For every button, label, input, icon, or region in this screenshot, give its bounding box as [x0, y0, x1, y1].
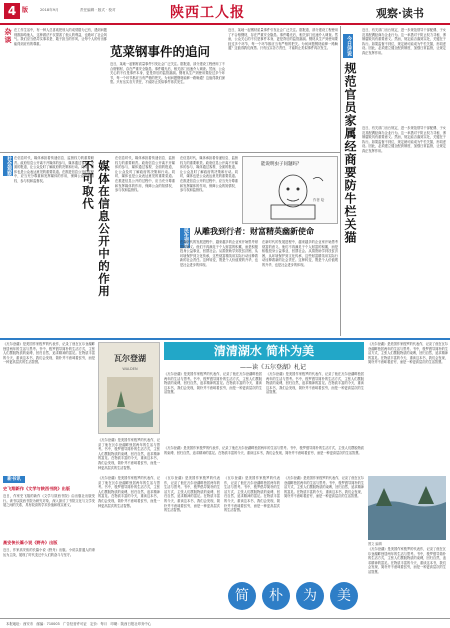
column-label: 杂谈 [4, 28, 13, 44]
page-footer [0, 618, 450, 628]
media-body-1: 在信息时代，媒体承担着传递信息、监督权力的重要职责。政府信息公开离不开媒体的参与，媒体通过客观、全面的报道，让公众及时了解政府的决策和行动。同时，媒体也是公众表达意见的重要渠道。在推进信息公开的过程中，应当充分尊重和发挥媒体的作用，保障公众的知情权、参与权和监督权。 [14, 156, 94, 183]
header-divider [0, 23, 450, 25]
motif-char-4: 美 [330, 582, 358, 610]
motif-char-2: 朴 [262, 582, 290, 610]
book-body-3: 《瓦尔登湖》是美国作家梭罗的代表作，记录了他在瓦尔登湖畔独居两年的生活与思考。书中，梭罗倡导简朴的生活方式，主张人们摆脱物质的束缚，回归自然，追求精神的富足。在物质丰富的今天，重读这本书，我们会发现，简朴并不意味着贫穷，而是一种更高层次的生活智慧。 [368, 342, 448, 365]
media-body-2: 在信息时代，媒体承担着传递信息、监督权力的重要职责。政府信息公开离不开媒体的参与，媒体通过客观、全面的报道，让公众及时了解政府的决策和行动。同时，媒体也是公众表达意见的重要渠道。在推进信息公开的过程中，应当充分尊重和发挥媒体的作用，保障公众的知情权、参与权和监督权。 [115, 156, 175, 193]
social-tag: 社会观察 [3, 156, 13, 176]
book-body-4: 《瓦尔登湖》是美国作家梭罗的代表作，记录了他在瓦尔登湖畔独居两年的生活与思考。书中，梭罗倡导简朴的生活方式，主张人们摆脱物质的束缚，回归自然，追求精神的富足。在物质丰富的今天，重读这本书，我们会发现，简朴并不意味着贫穷，而是一种更高层次的生活智慧。 [164, 446, 364, 455]
lower-body-1: 《瓦尔登湖》是美国作家梭罗的代表作，记录了他在瓦尔登湖畔独居两年的生活与思考。书中，梭罗倡导简朴的生活方式，主张人们摆脱物质的束缚，回归自然，追求精神的富足。在物质丰富的今天，重读这本书，我们会发现，简朴并不意味着贫穷，而是一种更高层次的生活智慧。 [98, 476, 160, 508]
section-title: 观察·读书 [376, 7, 424, 20]
new-book-2-body: 近日，作家高安侠的长篇小说《野舟》出版。小说以普通人的命运为主线，展现了时代变迁中人们的奋斗与坚守。 [3, 548, 95, 557]
horizontal-divider [0, 152, 340, 153]
steel-headline: 苋菜钢事件的追问 [110, 44, 211, 59]
new-book-2-title: 高安侠长篇小说《野舟》出版 [3, 540, 58, 545]
photo-credit: 图文 编辑 [368, 542, 382, 546]
wealth-body-2: 在新时代的发展进程中，越来越多的企业家开始思考财富的意义。他们不再满足于个人财富的积累，而是积极投身公益事业，回馈社会。从捐资助学到扶贫济困，从环境保护到文化传承，这些财富精英用实际行动诠释着新的社会责任。这种转变，既是个人价值观的升华，也是社会进步的体现。 [262, 240, 338, 267]
cartoon-drawing-icon [253, 169, 329, 221]
wealth-headline: 从雕我到行者：财富精英幽新使命 [194, 226, 314, 236]
book-body-2: 《瓦尔登湖》是美国作家梭罗的代表作，记录了他在瓦尔登湖畔独居两年的生活与思考。书中，梭罗倡导简朴的生活方式，主张人们摆脱物质的束缚，回归自然，追求精神的富足。在物质丰富的今天，重读这本书，我们会发现，简朴并不意味着贫穷，而是一种更高层次的生活智慧。 [266, 372, 364, 395]
simplicity-motif [224, 580, 364, 616]
media-body-3: 在信息时代，媒体承担着传递信息、监督权力的重要职责。政府信息公开离不开媒体的参与，媒体通过客观、全面的报道，让公众及时了解政府的决策和行动。同时，媒体也是公众表达意见的重要渠道。在推进信息公开的过程中，应当充分尊重和发挥媒体的作用，保障公众的知情权、参与权和监督权。 [180, 156, 238, 193]
official-body-1: 近日，有关部门出台规定，进一步规范领导干部配偶、子女及其配偶经商办企业行为。这一举措对于防止权力寻租、遏制腐败具有重要意义。然而，规定能否落到实处，关键在于执行。如果监督不到位，规定就可能成为牛栏关猫，形同虚设。因此，必须建立健全配套制度，加强日常监督，让规定真正发挥作用。 [362, 28, 446, 55]
book-banner-sub: ——读《五尔登湖》札记 [240, 364, 307, 371]
vertical-divider [340, 26, 341, 336]
right-lower-body: 《瓦尔登湖》是美国作家梭罗的代表作，记录了他在瓦尔登湖畔独居两年的生活与思考。书中，梭罗倡导简朴的生活方式，主张人们摆脱物质的束缚，回归自然，追求精神的富足。在物质丰富的今天，重读这本书，我们会发现，简朴并不意味着贫穷，而是一种更高层次的生活智慧。 [368, 547, 446, 574]
footer-text: 本报地址：西安市 邮编：710003 广告经营许可证 定价：每月 印刷：陕西日报社印务中心 [6, 622, 152, 626]
lake-photo-icon [368, 476, 446, 540]
lower-body-3: 《瓦尔登湖》是美国作家梭罗的代表作，记录了他在瓦尔登湖畔独居两年的生活与思考。书中，梭罗倡导简朴的生活方式，主张人们摆脱物质的束缚，回归自然，追求精神的富足。在物质丰富的今天，重读这本书，我们会发现，简朴并不意味着贫穷，而是一种更高层次的生活智慧。 [224, 476, 280, 513]
media-headline: 媒体在信息公开中的作用不可取代 [81, 160, 111, 298]
right-photo [368, 476, 446, 540]
book-caption: 《瓦尔登湖》是美国作家梭罗的代表作，记录了他在瓦尔登湖畔独居两年的生活与思考。书中，梭罗倡导简朴的生活方式，主张人们摆脱物质的束缚，回归自然，追求精神的富足。在物质丰富的今天，重读这本书，我们会发现，简朴并不意味着贫穷，而是一种更高层次的生活智慧。 [98, 438, 160, 470]
page-header [0, 0, 450, 24]
book-body-1: 《瓦尔登湖》是美国作家梭罗的代表作，记录了他在瓦尔登湖畔独居两年的生活与思考。书中，梭罗倡导简朴的生活方式，主张人们摆脱物质的束缚，回归自然，追求精神的富足。在物质丰富的今天，重读这本书，我们会发现，简朴并不意味着贫穷，而是一种更高层次的生活智慧。 [164, 372, 262, 395]
book-divider [0, 338, 450, 340]
page-number: 4 [4, 3, 20, 19]
motif-char-3: 为 [296, 582, 324, 610]
official-body-2: 近日，有关部门出台规定，进一步规范领导干部配偶、子女及其配偶经商办企业行为。这一举措对于防止权力寻租、遏制腐败具有重要意义。然而，规定能否落到实处，关键在于执行。如果监督不到位，规定就可能成为牛栏关猫，形同虚设。因此，必须建立健全配套制度，加强日常监督，让规定真正发挥作用。 [362, 126, 446, 153]
official-headline: 规范官员家属经商要防牛栏关猫 [343, 62, 357, 244]
left-top-body: 在工作生活中，有一种人总喜欢把别人的成绩据为己有，遇到问题则推卸给他人，这种做法不仅损害了他人的利益，也败坏了社会风气。我们应当倡导实事求是、敢于担当的作风，让每个人的付出都能得到应有的尊重。 [14, 28, 107, 46]
cartoon-credit: 作者 绘 [313, 198, 325, 202]
page-number-suffix: 版 [22, 7, 29, 14]
column-label-box [3, 28, 13, 58]
lower-body-2: 《瓦尔登湖》是美国作家梭罗的代表作，记录了他在瓦尔登湖畔独居两年的生活与思考。书中，梭罗倡导简朴的生活方式，主张人们摆脱物质的束缚，回归自然，追求精神的富足。在物质丰富的今天，重读这本书，我们会发现，简朴并不意味着贫穷，而是一种更高层次的生活智慧。 [164, 476, 220, 513]
book-cover [98, 342, 160, 434]
new-book-1-title: 史飞翔新作《文学与陕西书院》出版 [3, 486, 71, 491]
editor-line: 责任编辑 · 版式 · 校对 [80, 8, 116, 12]
book-cover-art-icon [107, 377, 153, 427]
book-intro: 《瓦尔登湖》是美国作家梭罗的代表作，记录了他在瓦尔登湖畔独居两年的生活与思考。书中，梭罗倡导简朴的生活方式，主张人们摆脱物质的束缚，回归自然，追求精神的富足。在物质丰富的今天，重读这本书，我们会发现，简朴并不意味着贫穷，而是一种更高层次的生活智慧。 [3, 342, 95, 365]
commentary-tag: 今日评说 [343, 34, 353, 58]
steel-body-2: 近日，某地一起钢材质量事件引发社会广泛关注。据报道，部分建设工程使用了不合格钢材，存在严重安全隐患。事件曝光后，相关部门迅速介入调查。然而，公众关心的不仅是事件本身，更是背后的监管漏洞。钢材从生产到使用要经过多个环节，每一个环节都应当有严格的把关。为何问题钢材能够一路畅通？这值得我们深思。只有压实各方责任，才能防止类似事件再次发生。 [228, 28, 338, 51]
lower-body-4: 《瓦尔登湖》是美国作家梭罗的代表作，记录了他在瓦尔登湖畔独居两年的生活与思考。书中，梭罗倡导简朴的生活方式，主张人们摆脱物质的束缚，回归自然，追求精神的富足。在物质丰富的今天，重读这本书，我们会发现，简朴并不意味着贫穷，而是一种更高层次的生活智慧。 [284, 476, 364, 499]
edition-date: 2018年9月 [40, 8, 59, 12]
cartoon-caption: 能说明虫子问题吗？ [261, 162, 302, 167]
book-banner-title: 清清湖水 简朴为美 [164, 342, 364, 360]
new-book-1-body: 近日，作家史飞翔的新作《文学与陕西书院》由出版社出版发行。该书以陕西书院为研究对象，深入探讨了书院文化与文学发展之间的关系，具有较高的学术价值和现实意义。 [3, 494, 95, 508]
livelihood-tag: 民生观察 [180, 228, 190, 248]
masthead-logo: 陕西工人报 [170, 5, 245, 21]
steel-body-1: 近日，某地一起钢材质量事件引发社会广泛关注。据报道，部分建设工程使用了不合格钢材，存在严重安全隐患。事件曝光后，相关部门迅速介入调查。然而，公众关心的不仅是事件本身，更是背后的监管漏洞。钢材从生产到使用要经过多个环节，每一个环节都应当有严格的把关。为何问题钢材能够一路畅通？这值得我们深思。只有压实各方责任，才能防止类似事件再次发生。 [110, 62, 225, 85]
wealth-body-1: 在新时代的发展进程中，越来越多的企业家开始思考财富的意义。他们不再满足于个人财富的积累，而是积极投身公益事业，回馈社会。从捐资助学到扶贫济困，从环境保护到文化传承，这些财富精英用实际行动诠释着新的社会责任。这种转变，既是个人价值观的升华，也是社会进步的体现。 [180, 240, 258, 267]
cartoon-box [242, 156, 338, 224]
book-cover-title: 瓦尔登湖 [114, 353, 146, 363]
new-books-label: 新书讯 [3, 476, 25, 483]
book-cover-sub: WALDEN [122, 367, 138, 371]
motif-char-1: 简 [228, 582, 256, 610]
